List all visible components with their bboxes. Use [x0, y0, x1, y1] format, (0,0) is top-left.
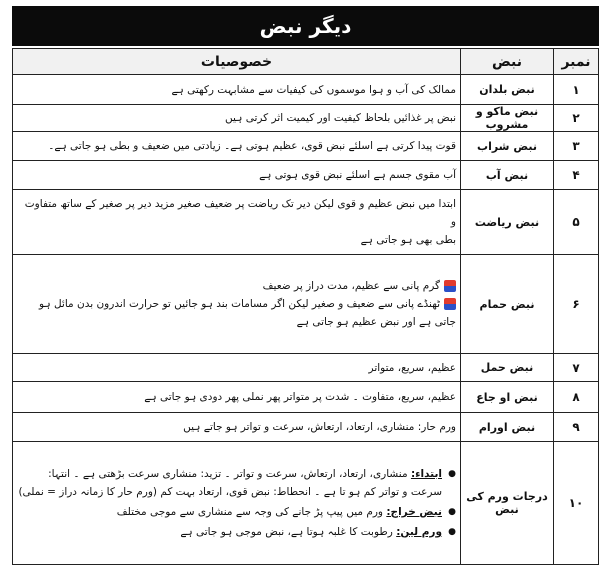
- desc-line: ممالک کی آب و ہوا موسموں کی کیفیات سے مشابہت رکھتی ہے: [171, 83, 456, 96]
- row-name: نبض حمل: [461, 354, 554, 382]
- desc-line: منشاری، ارتعاد، ارتعاش، سرعت و تواتر ۔ تزید: منشاری سرعت بڑھتی ہے ۔ انتہا:: [48, 468, 408, 480]
- row-name: نبض اورام: [461, 413, 554, 442]
- table-row: [13, 442, 599, 565]
- row-name: نبض بلدان: [461, 75, 554, 105]
- desc-line: جاتی ہے اور نبض عظیم ہو جاتی ہے: [296, 316, 456, 328]
- bullet-heading: نبض خراج:: [386, 506, 442, 518]
- row-desc: [13, 190, 461, 255]
- desc-line: بطی بھی ہو جاتی ہے: [360, 234, 456, 246]
- row-desc: [13, 255, 461, 354]
- row-name: نبض آب: [461, 161, 554, 190]
- row-desc: [13, 354, 461, 382]
- desc-line: عظیم، سریع، متفاوت ۔ شدت پر متواتر پھر نملی پھر دودی ہو جاتی ہے: [144, 391, 456, 403]
- row-num: ۸: [554, 382, 599, 413]
- marker-icon: [444, 298, 456, 310]
- desc-line: آب مقوی جسم ہے اسلئے نبض قوی ہوتی ہے: [259, 169, 456, 181]
- row-desc: [13, 75, 461, 105]
- row-name: نبض ماکو و مشروب: [461, 105, 554, 132]
- marker-icon: [444, 280, 456, 292]
- row-desc: [13, 161, 461, 190]
- row-desc: [13, 413, 461, 442]
- header-num: نمبر: [554, 49, 599, 75]
- desc-line: گرم پانی سے عظیم، مدت دراز پر ضعیف: [262, 280, 440, 292]
- table-row: [13, 382, 599, 413]
- row-name: نبض او جاع: [461, 382, 554, 413]
- row-num: ۱: [554, 75, 599, 105]
- row-num: ۲: [554, 105, 599, 132]
- desc-line: قوت پیدا کرتی ہے اسلئے نبض قوی، عظیم ہوتی ہے۔ زیادتی میں ضعیف و بطی ہو جاتی ہے۔: [48, 140, 456, 152]
- bullet-heading: ورم لین:: [396, 526, 442, 538]
- desc-line: عظیم، سریع، متواتر: [368, 361, 456, 374]
- table-row: [13, 255, 599, 354]
- row-num: ۴: [554, 161, 599, 190]
- row-desc: [13, 442, 461, 565]
- table-header-row: [13, 49, 599, 75]
- row-name: نبض حمام: [461, 255, 554, 354]
- bullet-list: [17, 465, 456, 541]
- row-num: ۱۰: [554, 442, 599, 565]
- row-name: درجات ورم کی نبض: [461, 442, 554, 565]
- desc-line: ورم میں پیپ پڑ جانے کی وجہ سے منشاری سے موجی مختلف: [116, 506, 383, 518]
- table-row: [13, 190, 599, 255]
- table-row: [13, 75, 599, 105]
- desc-line: ورم حار: منشاری، ارتعاد، ارتعاش، سرعت و تواتر ہو جاتے ہیں: [183, 421, 456, 433]
- list-item: [17, 503, 442, 521]
- row-name: نبض شراب: [461, 132, 554, 161]
- desc-line: رطوبت کا غلبہ ہوتا ہے، نبض موجی ہو جاتی ہے: [180, 526, 393, 538]
- desc-line: ٹھنڈے پانی سے ضعیف و صغیر لیکن اگر مسامات بند ہو جائیں تو حرارت اندرون بدن مائل ہو: [39, 298, 440, 310]
- table-row: [13, 354, 599, 382]
- row-num: ۹: [554, 413, 599, 442]
- row-num: ۷: [554, 354, 599, 382]
- desc-line: ابتدا میں نبض عظیم و قوی لیکن دیر تک ریاضت پر ضعیف صغیر مزید دیر پر صغیر کے ساتھ متفاوت و: [24, 198, 456, 228]
- bullet-heading: ابتداء:: [410, 468, 442, 480]
- row-desc: [13, 105, 461, 132]
- row-desc: [13, 132, 461, 161]
- row-num: ۵: [554, 190, 599, 255]
- row-name: نبض ریاضت: [461, 190, 554, 255]
- row-num: ۳: [554, 132, 599, 161]
- header-name: نبض: [461, 49, 554, 75]
- page-title: دیگر نبض: [12, 6, 599, 46]
- row-num: ۶: [554, 255, 599, 354]
- table-row: [13, 132, 599, 161]
- list-item: [17, 523, 442, 541]
- table-row: [13, 105, 599, 132]
- table-row: [13, 413, 599, 442]
- list-item: [17, 465, 442, 501]
- row-desc: [13, 382, 461, 413]
- desc-line: نبض پر غذائیں بلحاظ کیفیت اور کیمیت اثر کرتی ہیں: [225, 112, 456, 124]
- pulse-table: [12, 48, 599, 565]
- table-row: [13, 161, 599, 190]
- header-desc: خصوصیات: [13, 49, 461, 75]
- desc-line: سرعت و تواتر کم ہو تا ہے ۔ انحطاط: نبض قوی، ارتعاد بہت کم (ورم حار کا زمانہ دراز = نملی): [18, 486, 442, 498]
